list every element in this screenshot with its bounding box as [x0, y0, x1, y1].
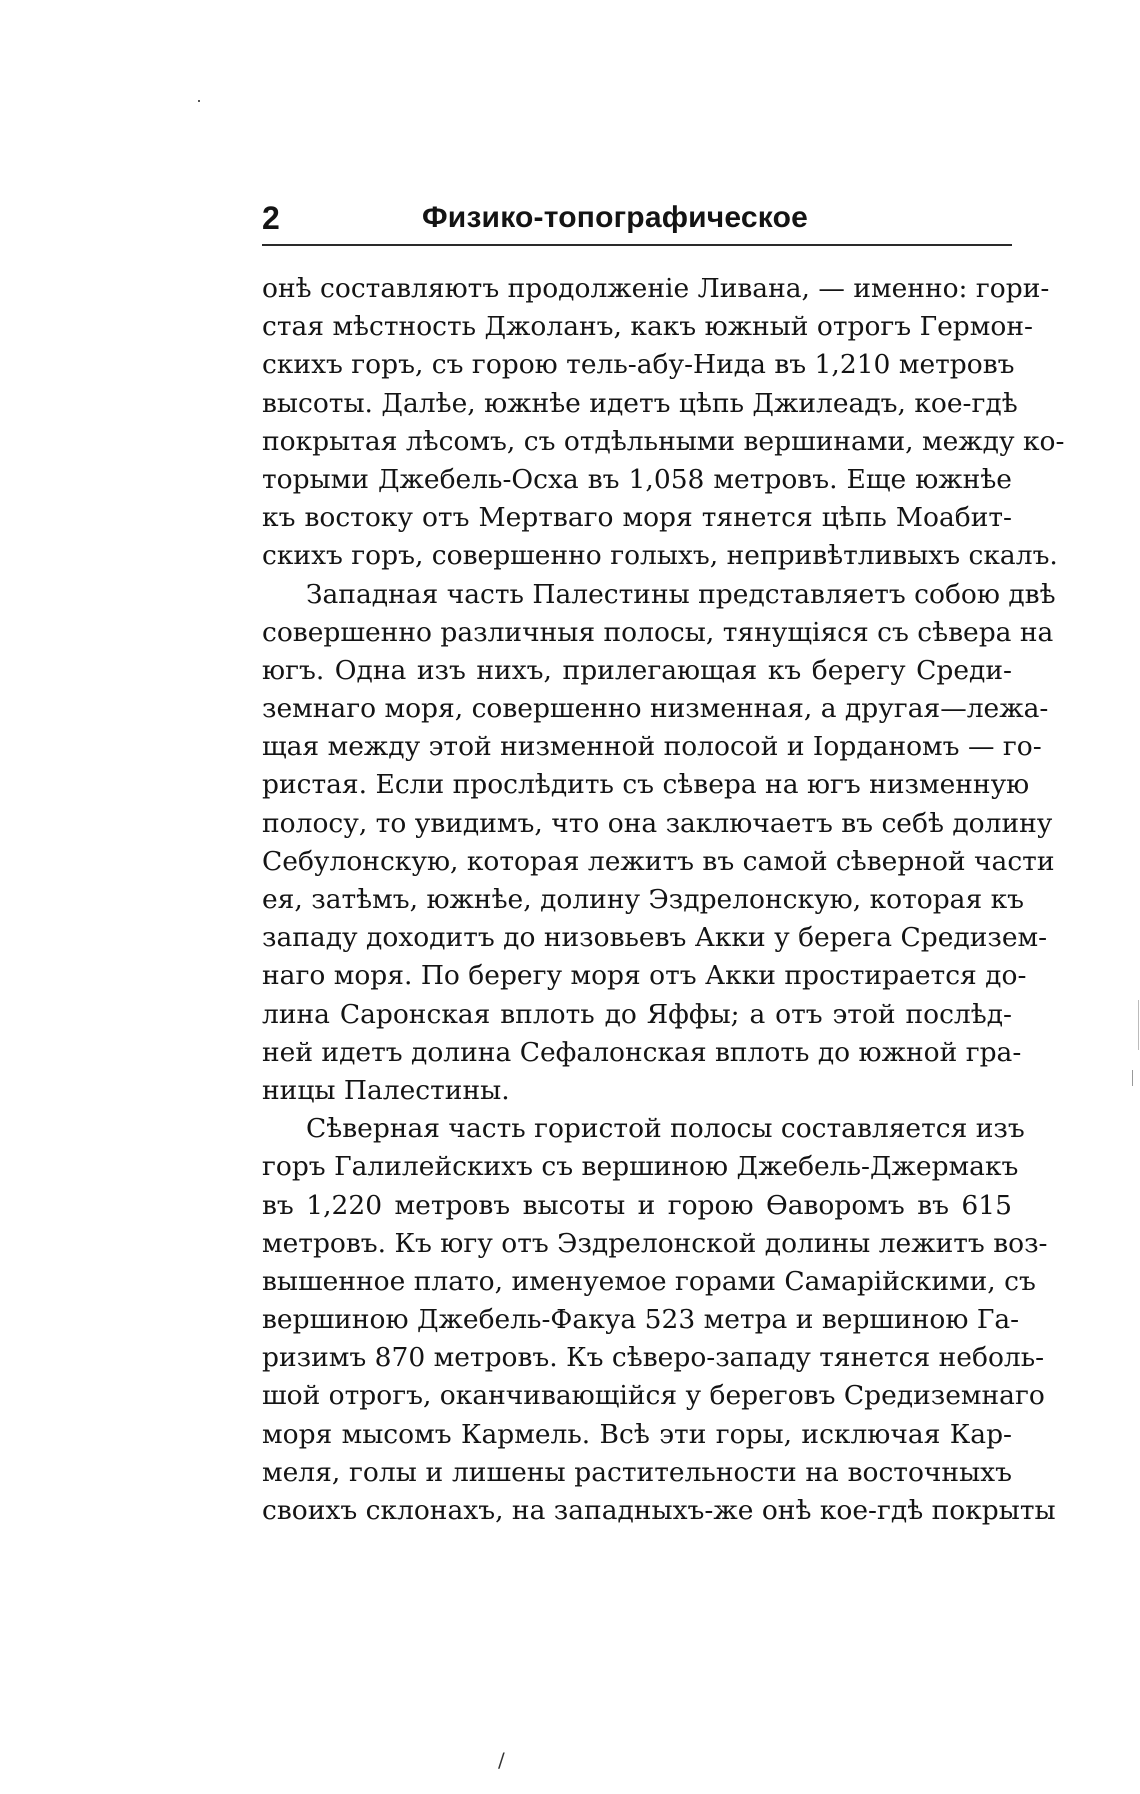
text-line: ницы Палестины. — [262, 1074, 510, 1106]
text-line: Себулонскую, которая лежитъ въ самой сѣверной части — [262, 845, 1055, 877]
text-line: горъ Галилейскихъ съ вершиною Джебель-Джермакъ — [262, 1151, 1019, 1183]
text-line: торыми Джебель-Осха въ 1,058 метровъ. Еще южнѣе — [262, 463, 1012, 495]
scan-margin-mark — [1132, 1070, 1133, 1086]
text-line: вершиною Джебель-Факуа 523 метра и вершиною Га- — [262, 1304, 1020, 1336]
scan-speck — [198, 100, 200, 102]
text-line: высоты. Далѣе, южнѣе идетъ цѣпь Джилеадъ, кое-гдѣ — [262, 387, 1018, 419]
text-line: скихъ горъ, съ горою тель-абу-Нида въ 1,210 метровъ — [262, 349, 1015, 381]
body-text — [262, 270, 1065, 1530]
text-line: къ востоку отъ Мертваго моря тянется цѣпь Моабит- — [262, 502, 1012, 534]
text-line: совершенно различныя полосы, тянущіяся съ сѣвера на — [262, 616, 1054, 648]
footer-mark: / — [498, 1748, 505, 1772]
page-number: 2 — [262, 200, 280, 236]
text-line: ристая. Если прослѣдить съ сѣвера на югъ низменную — [262, 769, 1030, 801]
paragraph-2 — [262, 576, 1056, 1111]
text-line: метровъ. Къ югу отъ Эздрелонской долины лежитъ воз- — [262, 1227, 1048, 1259]
header-rule — [262, 244, 1012, 246]
text-line: земнаго моря, совершенно низменная, а другая—лежа- — [262, 693, 1049, 725]
text-line: Западная часть Палестины представляетъ собою двѣ — [306, 578, 1056, 610]
text-line: своихъ склонахъ, на западныхъ-же онѣ кое-гдѣ покрыты — [262, 1495, 1056, 1526]
text-line: моря мысомъ Кармель. Всѣ эти горы, исключая Кар- — [262, 1418, 1012, 1450]
running-title: Физико-топографическое — [422, 201, 809, 234]
text-line: вышенное плато, именуемое горами Самарійскими, съ — [262, 1265, 1036, 1297]
text-line: наго моря. По берегу моря отъ Акки простирается до- — [262, 960, 1027, 992]
text-line: западу доходитъ до низовьевъ Акки у берега Средизем- — [262, 922, 1048, 954]
text-line: меля, голы и лишены растительности на восточныхъ — [262, 1456, 1012, 1488]
text-line: югъ. Одна изъ нихъ, прилегающая къ берегу Среди- — [262, 654, 1012, 686]
text-line: лина Саронская вплоть до Яффы; а отъ этой послѣд- — [262, 998, 1012, 1030]
text-line: шой отрогъ, оканчивающійся у береговъ Средиземнаго — [262, 1380, 1045, 1412]
text-line: покрытая лѣсомъ, съ отдѣльными вершинами, между ко- — [262, 425, 1065, 457]
scan-margin-mark — [1138, 1000, 1139, 1050]
text-line: ней идетъ долина Сефалонская вплоть до южной гра- — [262, 1036, 1022, 1068]
text-line: ея, затѣмъ, южнѣе, долину Эздрелонскую, которая къ — [262, 884, 1025, 915]
running-head — [262, 196, 1012, 240]
text-line: онѣ составляютъ продолженіе Ливана, — именно: гори- — [262, 273, 1050, 304]
paragraph-1 — [262, 270, 1065, 576]
text-line: ризимъ 870 метровъ. Къ сѣверо-западу тянется неболь- — [262, 1342, 1045, 1374]
text-line: Сѣверная часть гористой полосы составляется изъ — [306, 1113, 1025, 1145]
paragraph-3 — [262, 1110, 1056, 1530]
text-line: въ 1,220 метровъ высоты и горою Ѳаворомъ въ 615 — [262, 1189, 1012, 1221]
text-line: скихъ горъ, совершенно голыхъ, непривѣтливыхъ скалъ. — [262, 540, 1058, 572]
text-line: стая мѣстность Джоланъ, какъ южный отрогъ Гермон- — [262, 311, 1033, 343]
text-line: щая между этой низменной полосой и Іорданомъ — го- — [262, 731, 1042, 763]
text-line: полосу, то увидимъ, что она заключаетъ въ себѣ долину — [262, 807, 1053, 839]
